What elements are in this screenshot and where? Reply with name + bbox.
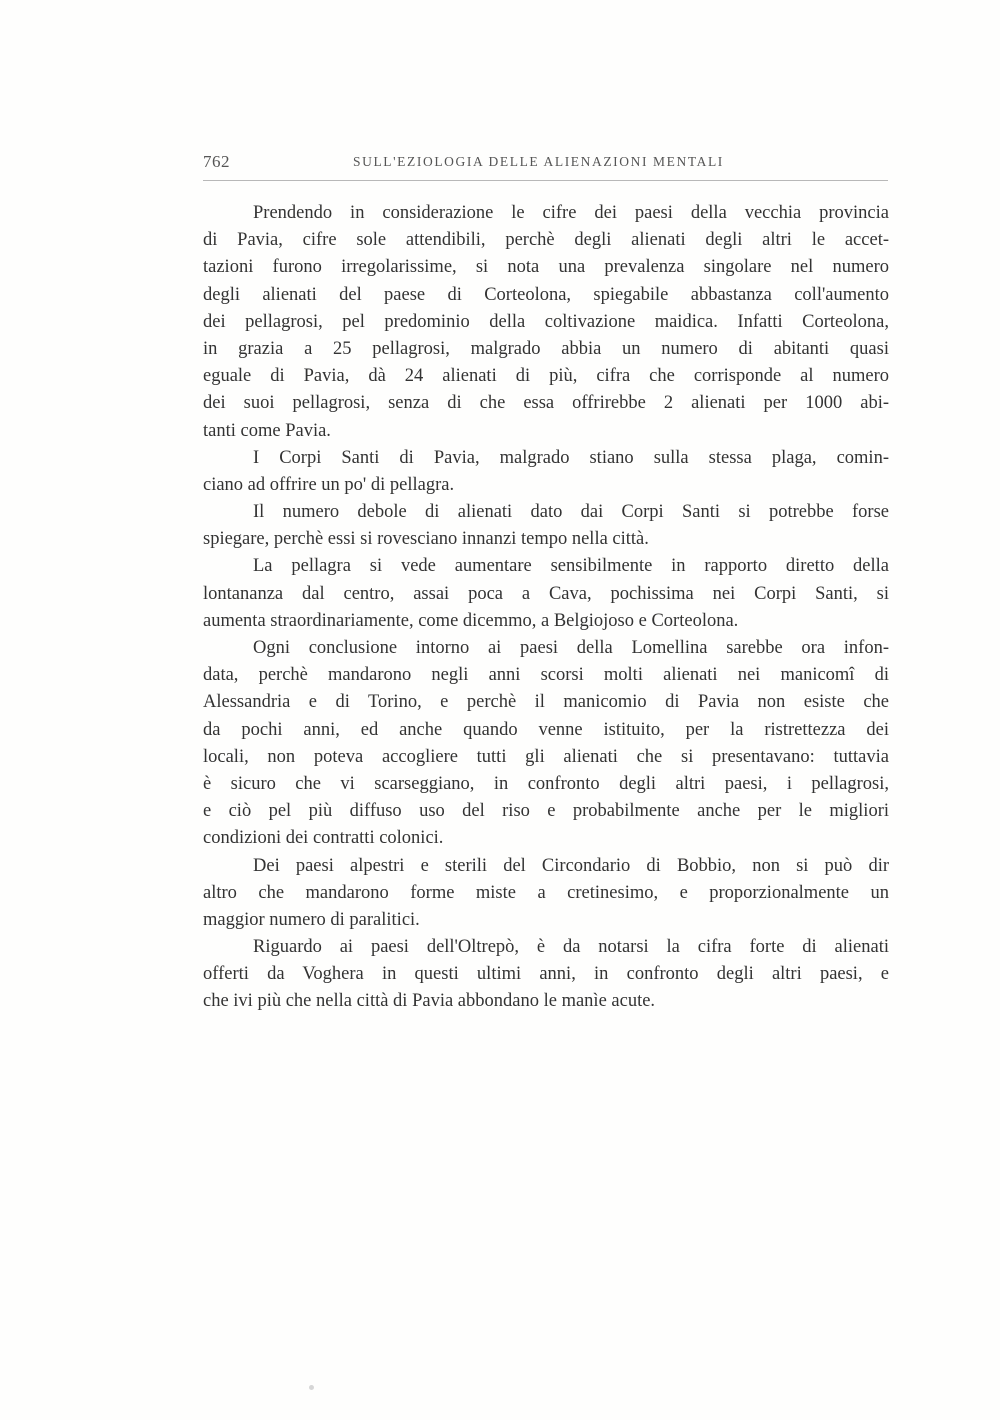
text-line: che ivi più che nella città di Pavia abbondano le manìe acute.: [203, 991, 656, 1012]
paragraph: [203, 200, 889, 445]
running-head: [203, 150, 890, 176]
text-line: dei pellagrosi, pel predominio della coltivazione maidica. Infatti Corteolona,: [203, 311, 889, 332]
text-line: tazioni furono irregolarissime, si nota una prevalenza singolare nel numero: [203, 257, 889, 278]
paragraph: [203, 499, 889, 553]
text-line: altro che mandarono forme miste a cretinesimo, e proporzionalmente un: [203, 882, 889, 903]
text-line: condizioni dei contratti colonici.: [203, 828, 444, 849]
text-line: da pochi anni, ed anche quando venne istituito, per la ristrettezza dei: [203, 719, 889, 740]
body-text: [203, 200, 889, 1016]
paragraph: [203, 553, 889, 635]
page-number: 762: [203, 152, 230, 171]
text-line: tanti come Pavia.: [203, 420, 331, 441]
text-line: eguale di Pavia, dà 24 alienati di più, cifra che corrisponde al numero: [203, 366, 889, 387]
text-line: degli alienati del paese di Corteolona, spiegabile abbastanza coll'aumento: [203, 284, 889, 305]
text-line: Prendendo in considerazione le cifre dei paesi della vecchia provincia: [253, 203, 889, 223]
text-line: Dei paesi alpestri e sterili del Circondario di Bobbio, non si può dir: [253, 855, 889, 876]
text-line: offerti da Voghera in questi ultimi anni, in confronto degli altri paesi, e: [203, 964, 889, 985]
text-line: La pellagra si vede aumentare sensibilmente in rapporto diretto della: [253, 556, 889, 577]
text-line: lontananza dal centro, assai poca a Cava, pochissima nei Corpi Santi, si: [203, 583, 889, 604]
text-line: spiegare, perchè essi si rovesciano innanzi tempo nella città.: [203, 529, 649, 550]
text-line: dei suoi pellagrosi, senza di che essa offrirebbe 2 alienati per 1000 abi-: [203, 393, 889, 414]
text-line: e ciò pel più diffuso uso del riso e probabilmente anche per le migliori: [203, 801, 889, 822]
text-line: data, perchè mandarono negli anni scorsi molti alienati nei manicomî di: [203, 665, 889, 686]
text-line: I Corpi Santi di Pavia, malgrado stiano sulla stessa plaga, comin-: [253, 447, 889, 468]
paper-speck: [309, 1385, 314, 1390]
text-line: ciano ad offrire un po' di pellagra.: [203, 474, 455, 495]
running-title: SULL'EZIOLOGIA DELLE ALIENAZIONI MENTALI: [353, 154, 724, 169]
paragraph: [203, 445, 889, 499]
text-line: aumenta straordinariamente, come dicemmo, a Belgiojoso e Corteolona.: [203, 610, 739, 631]
text-line: in grazia a 25 pellagrosi, malgrado abbia un numero di abitanti quasi: [203, 338, 889, 359]
paragraph: [203, 853, 889, 935]
paragraph: [203, 635, 889, 853]
text-line: di Pavia, cifre sole attendibili, perchè degli alienati degli altri le accet-: [203, 230, 889, 251]
text-line: è sicuro che vi scarseggiano, in confronto degli altri paesi, i pellagrosi,: [203, 773, 889, 794]
paragraph: [203, 934, 889, 1016]
text-line: Ogni conclusione intorno ai paesi della Lomellina sarebbe ora infon-: [253, 638, 889, 658]
text-line: Il numero debole di alienati dato dai Corpi Santi si potrebbe forse: [253, 502, 889, 523]
header-rule: [203, 180, 888, 181]
text-line: Riguardo ai paesi dell'Oltrepò, è da notarsi la cifra forte di alienati: [253, 937, 889, 958]
text-line: Alessandria e di Torino, e perchè il manicomio di Pavia non esiste che: [203, 692, 889, 713]
text-line: locali, non poteva accogliere tutti gli alienati che si presentavano: tuttavia: [203, 746, 889, 767]
text-line: maggior numero di paralitici.: [203, 909, 420, 930]
